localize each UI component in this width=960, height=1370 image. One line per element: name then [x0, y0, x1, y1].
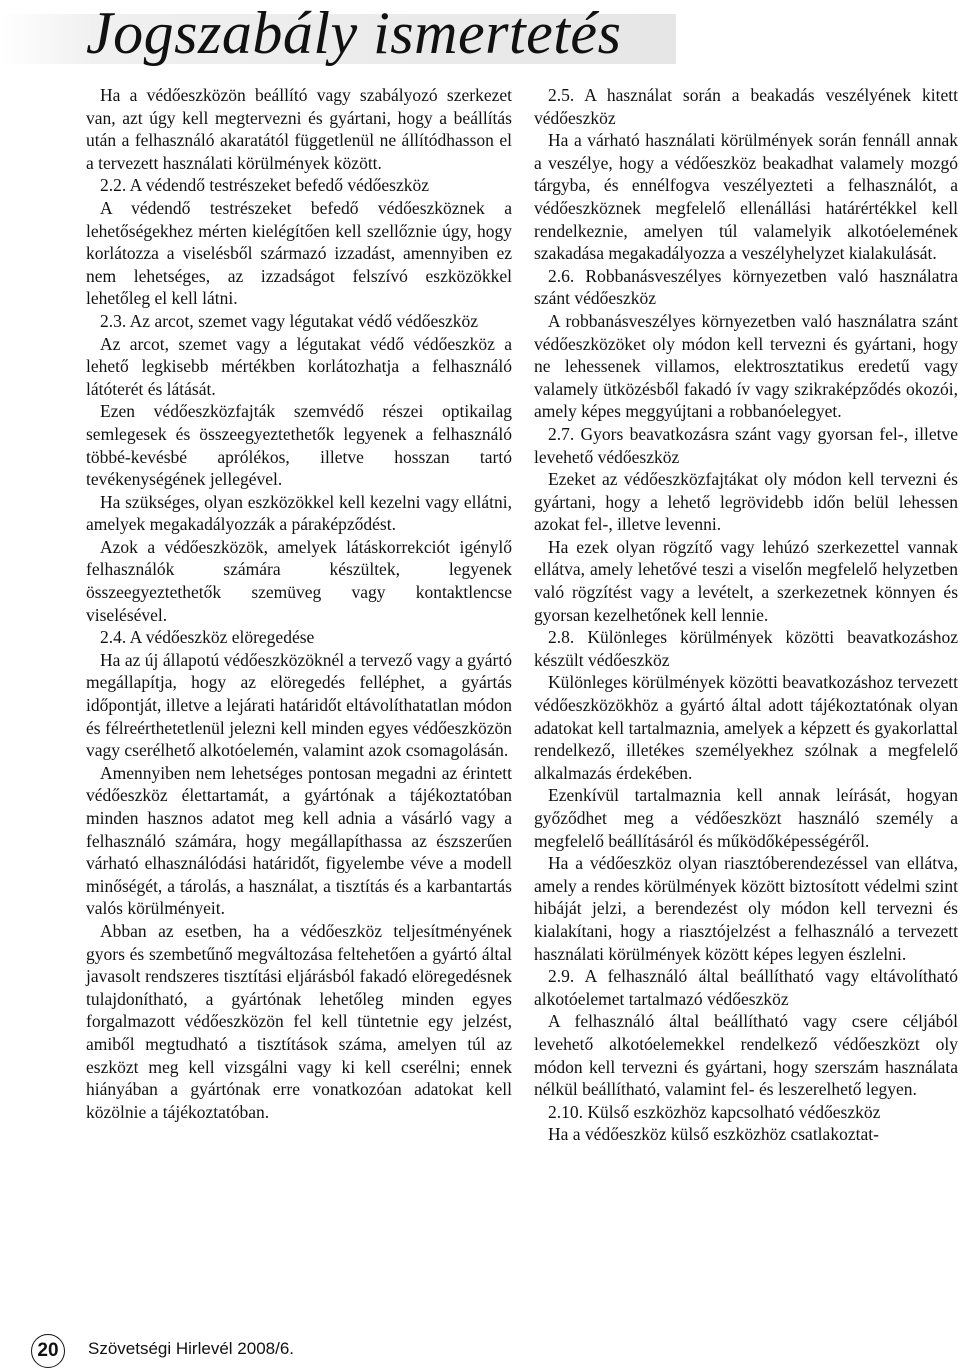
- paragraph: Ha szükséges, olyan eszközökkel kell kezelni vagy ellátni, amelyek megakadályozzák a páraképződést.: [86, 491, 512, 535]
- section-heading: 2.5. A használat során a beakadás veszélyének kitett védőeszköz: [534, 85, 958, 128]
- section-heading: 2.10. Külső eszközhöz kapcsolható védőeszköz: [548, 1101, 881, 1122]
- paragraph: Abban az esetben, ha a védőeszköz teljesítményének gyors és szembetűnő megváltozása feltehetően a gyártó által javasolt rendszeres tisztítási eljárásból fakadó elöregedésnek tulajdonítható, a gyártónak lehetőleg minden egyes forgalmazott védőeszközön fel kell tüntetnie egy jelzést, amiből megtudható a tisztítások száma, amelyen túl az eszközt meg kell vizsgálni vagy ki kell cserélni; ennek hiányában a gyártónak erre vonatkozóan adatokat kell közölnie a tájékoztatóban.: [86, 920, 512, 1122]
- paragraph: Ha a védőeszközön beállító vagy szabályozó szerkezet van, azt úgy kell megtervezni és gyártani, hogy a beállítás után a felhasználó akaratától függetlenül ne állítódhasson el a tervezett használati körülmények között.: [86, 85, 512, 173]
- section-heading: 2.8. Különleges körülmények közötti beavatkozáshoz készült védőeszköz: [534, 627, 958, 670]
- section-heading: 2.4. A védőeszköz elöregedése: [100, 627, 315, 648]
- right-column: [534, 84, 958, 1146]
- section-heading: 2.9. A felhasználó által beállítható vagy eltávolítható alkotóelemet tartalmazó védőeszköz: [534, 966, 958, 1009]
- section-heading: 2.2. A védendő testrészeket befedő védőeszköz: [100, 175, 429, 196]
- paragraph: Az arcot, szemet vagy a légutakat védő védőeszköz a lehető legkisebb mértékben korlátozhatja a felhasználó látóterét és látását.: [86, 333, 512, 399]
- paragraph: Ha a várható használati körülmények során fennáll annak a veszélye, hogy a védőeszköz beakadhat valamely mozgó tárgyba, és ennélfogva veszélyezteti a felhasználót, a védőeszköznek megfelelő ellenállási határértékkel kell rendelkeznie, amelyen túl valamelyik alkotóelemének szakadása megakadályozza a veszélyhelyzet kialakulását.: [534, 130, 958, 264]
- footer-publication: Szövetségi Hirlevél 2008/6.: [88, 1339, 295, 1358]
- paragraph: A felhasználó által beállítható vagy csere céljából levehető alkotóelemekkel rendelkező védőeszközt oly módon kell tervezni és gyártani, hogy szerszám használata nélkül beállítható, valamint fel- és leszerelhető legyen.: [534, 1011, 958, 1100]
- paragraph: A védendő testrészeket befedő védőeszköznek a lehetőségekhez mérten kielégítően kell szellőznie úgy, hogy korlátozza a viselésből származó izzadást, amennyiben ez nem lehetséges, az izzadságot felszívó eszközökkel lehetőleg el kell látni.: [86, 197, 512, 309]
- paragraph: Ezen védőeszközfajták szemvédő részei optikailag semlegesek és összeegyeztethetők legyenek a felhasználó többé-kevésbé aprólékos, illetve hosszan tartó tevékenységének jellegével.: [86, 401, 512, 490]
- paragraph: Ha az új állapotú védőeszközöknél a tervező vagy a gyártó megállapítja, hogy az elöregedés felléphet, a gyártás időpontját, illetve a lejárati határidőt eltávolíthatatlan módon és félreérthetetlenül jelezni kell minden egyes védőeszközön vagy cserélhető alkotóelemén, valamint azok csomagolásán.: [86, 649, 512, 761]
- paragraph: Ezeket az védőeszközfajtákat oly módon kell tervezni és gyártani, hogy a lehető legrövidebb időn belül lehessen azokat fel-, illetve levenni.: [534, 469, 958, 535]
- paragraph: Ha a védőeszköz külső eszközhöz csatlakoztat-: [548, 1124, 879, 1145]
- paragraph: Különleges körülmények közötti beavatkozáshoz tervezett védőeszközökhöz a gyártó által adott tájékoztatónak olyan adatokat kell tartalmaznia, amelyek a képzett és gyakorlattal rendelkező, illetékes személyekhez szólnak a megfelelő alkalmazás érdekében.: [534, 672, 958, 783]
- section-heading: 2.7. Gyors beavatkozásra szánt vagy gyorsan fel-, illetve levehető védőeszköz: [534, 423, 958, 467]
- page-title: Jogszabály ismertetés: [86, 0, 622, 66]
- page-number-badge: 20: [31, 1334, 65, 1368]
- paragraph: Azok a védőeszközök, amelyek látáskorrekciót igénylő felhasználók számára készültek, legyenek összeegyeztethetők szemüveg vagy kontaktlencse viselésével.: [86, 536, 512, 625]
- paragraph: Amennyiben nem lehetséges pontosan megadni az érintett védőeszköz élettartamát, a gyártónak a tájékoztatóban minden hasznos adatot meg kell adnia a vásárló vagy a felhasználó számára, hogy megállapíthassa az észszerűen várható elhasználódási határidőt, figyelembe véve a modell minőségét, a tárolás, a használat, a tisztítás és a karbantartás valós körülményeit.: [86, 762, 512, 919]
- paragraph: Ha ezek olyan rögzítő vagy lehúzó szerkezettel vannak ellátva, amely lehetővé teszi a viselőn megfelelő helyzetben való rögzítést vagy a levételt, a szerkezetnek könnyen és gyorsan kezelhetőnek kell lennie.: [534, 536, 958, 625]
- paragraph: A robbanásveszélyes környezetben való használatra szánt védőeszközöket oly módon kell tervezni és gyártani, hogy ne lehessenek villamos, elektrosztatikus eredetű vagy valamely ütközésből fakadó ív vagy szikraképződés okozói, amely képes meggyújtani a robbanóelegyet.: [534, 310, 958, 422]
- section-heading: 2.6. Robbanásveszélyes környezetben való használatra szánt védőeszköz: [534, 265, 958, 309]
- paragraph: Ezenkívül tartalmaznia kell annak leírását, hogyan győződhet meg a védőeszközt használó személy a megfelelő beállításáról és működőképességéről.: [534, 785, 958, 851]
- left-column: [86, 84, 512, 1123]
- section-heading: 2.3. Az arcot, szemet vagy légutakat védő védőeszköz: [100, 310, 479, 331]
- paragraph: Ha a védőeszköz olyan riasztóberendezéssel van ellátva, amely a rendes körülmények között biztosított védelmi szint hibáját jelzi, a berendezést oly módon kell tervezni és kialakítani, hogy a riasztójelzést a felhasználó a tervezett használati körülmények között képes legyen észlelni.: [534, 853, 958, 964]
